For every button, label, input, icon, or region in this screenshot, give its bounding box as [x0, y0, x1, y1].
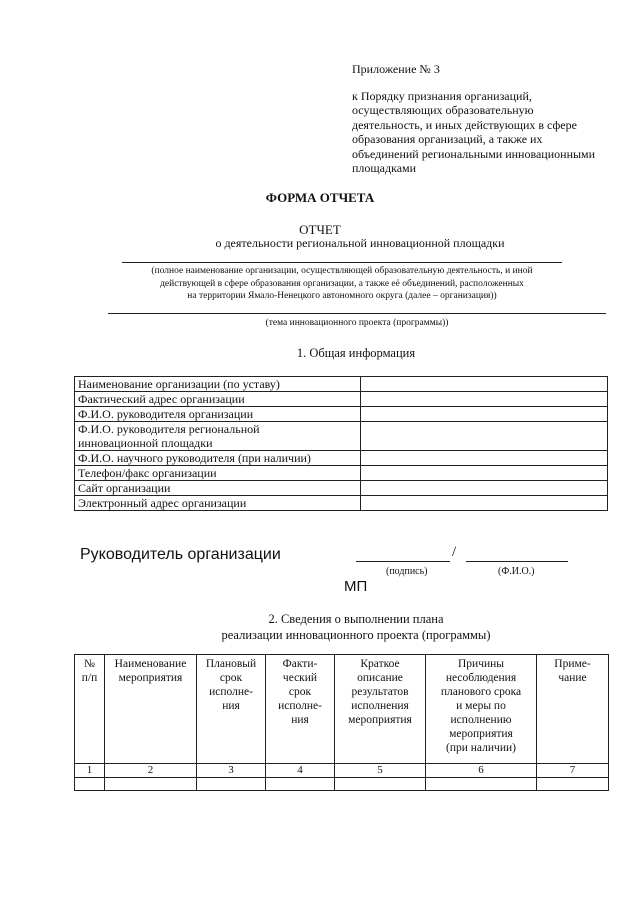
column-header-line: ческий: [282, 672, 318, 684]
info-label: Электронный адрес организации: [75, 496, 361, 511]
full-name-line[interactable]: [466, 561, 568, 562]
column-header-line: (при наличии): [446, 742, 516, 754]
info-value-cell[interactable]: [361, 392, 608, 407]
column-header-line: исполнения: [351, 700, 409, 712]
table-cell[interactable]: [335, 778, 426, 791]
table-row: [75, 778, 609, 791]
appendix-line: к Порядку признания организаций,: [352, 88, 532, 103]
column-header-line: ния: [291, 714, 309, 726]
appendix-title: Приложение № 3: [352, 62, 440, 76]
appendix-line: деятельность, и иных действующих в сфере: [352, 117, 577, 132]
table-cell[interactable]: [197, 778, 266, 791]
table-header-row: [75, 655, 609, 764]
column-number: 2: [105, 764, 197, 778]
table-row: [75, 392, 608, 407]
table-cell[interactable]: [266, 778, 335, 791]
column-header-line: №: [84, 658, 95, 670]
table-row: [75, 451, 608, 466]
table-row: [75, 466, 608, 481]
column-header-line: и меры по: [456, 700, 506, 712]
column-header-line: Наименование: [114, 658, 187, 670]
form-title: ФОРМА ОТЧЕТА: [265, 190, 375, 205]
signature-caption: (подпись): [386, 566, 428, 577]
column-header-line: Плановый: [205, 658, 257, 670]
column-number: 3: [197, 764, 266, 778]
column-number: 4: [266, 764, 335, 778]
appendix-block: [352, 62, 622, 176]
column-header: [266, 655, 335, 764]
column-number-row: [75, 764, 609, 778]
info-label: [75, 422, 361, 451]
column-header-line: Краткое: [360, 658, 400, 670]
column-header-line: мероприятия: [118, 672, 183, 684]
column-header-line: Факти-: [282, 658, 318, 670]
org-caption-line: действующей в сфере образования организации, а также её объединений, расположенных: [160, 278, 524, 289]
info-value-cell[interactable]: [361, 481, 608, 496]
signature-line[interactable]: [356, 561, 450, 562]
info-label: Фактический адрес организации: [75, 392, 361, 407]
info-label: Ф.И.О. руководителя организации: [75, 407, 361, 422]
column-header: [537, 655, 609, 764]
separator-slash: /: [452, 544, 457, 560]
column-header-line: мероприятия: [449, 728, 513, 740]
column-header: [105, 655, 197, 764]
table-row: [75, 377, 608, 392]
info-value-cell[interactable]: [361, 422, 608, 451]
table-cell[interactable]: [105, 778, 197, 791]
org-caption-line: (полное наименование организации, осуществляющей образовательную деятельность, и иной: [151, 266, 533, 276]
appendix-line: осуществляющих образовательную: [352, 103, 534, 117]
section2-title-line: 2. Сведения о выполнении плана: [268, 612, 444, 626]
info-value-cell[interactable]: [361, 496, 608, 511]
general-info-table: [74, 376, 608, 511]
table-row: [75, 422, 608, 451]
column-number: 7: [537, 764, 609, 778]
appendix-line: объединений региональными инновационными: [352, 146, 596, 161]
theme-caption: (тема инновационного проекта (программы)): [265, 318, 449, 328]
head-of-organization-label: Руководитель организации: [80, 546, 281, 563]
column-header-line: исполне-: [278, 700, 322, 712]
column-header-line: исполнению: [450, 714, 512, 726]
column-header: [426, 655, 537, 764]
column-header-line: несоблюдения: [445, 672, 517, 684]
report-subtitle: о деятельности региональной инновационной площадки: [215, 236, 505, 250]
org-caption-line: на территории Ямало-Ненецкого автономного округа (далее – организация)): [187, 291, 497, 301]
info-label-line: инновационной площадки: [78, 436, 213, 450]
column-header-line: срок: [288, 686, 312, 698]
table-row: [75, 481, 608, 496]
org-name-line[interactable]: [122, 262, 562, 263]
info-label: Сайт организации: [75, 481, 361, 496]
info-value-cell[interactable]: [361, 451, 608, 466]
table-cell[interactable]: [75, 778, 105, 791]
column-header-line: мероприятия: [348, 714, 412, 726]
column-header: [75, 655, 105, 764]
section1-title: 1. Общая информация: [296, 346, 416, 360]
column-header-line: исполне-: [209, 686, 253, 698]
column-header-line: ния: [222, 700, 240, 712]
org-caption: [100, 265, 584, 303]
theme-line[interactable]: [108, 313, 606, 314]
column-header-line: результатов: [351, 686, 409, 698]
info-value-cell[interactable]: [361, 377, 608, 392]
column-header: [197, 655, 266, 764]
full-name-caption: (Ф.И.О.): [498, 566, 535, 577]
report-title: ОТЧЕТ: [299, 222, 341, 237]
table-cell[interactable]: [426, 778, 537, 791]
column-number: 5: [335, 764, 426, 778]
column-header-line: планового срока: [440, 686, 522, 698]
stamp-label: МП: [344, 578, 368, 595]
info-value-cell[interactable]: [361, 466, 608, 481]
table-row: [75, 407, 608, 422]
column-header-line: описание: [357, 672, 403, 684]
appendix-line: площадками: [352, 161, 417, 175]
column-header-line: чание: [558, 672, 587, 684]
plan-execution-table: [74, 654, 609, 791]
section2-title-line: реализации инновационного проекта (программы): [221, 628, 491, 642]
info-label-line: Ф.И.О. руководителя региональной: [78, 422, 260, 436]
appendix-line: образования организаций, а также их: [352, 132, 543, 146]
info-value-cell[interactable]: [361, 407, 608, 422]
info-label: Ф.И.О. научного руководителя (при наличии): [75, 451, 361, 466]
column-header-line: срок: [219, 672, 243, 684]
info-label: Наименование организации (по уставу): [75, 377, 361, 392]
column-header: [335, 655, 426, 764]
column-number: 6: [426, 764, 537, 778]
column-header-line: Приме-: [554, 658, 591, 670]
column-number: 1: [75, 764, 105, 778]
info-label: Телефон/факс организации: [75, 466, 361, 481]
table-cell[interactable]: [537, 778, 609, 791]
column-header-line: п/п: [81, 672, 98, 684]
section2-title: [0, 611, 640, 643]
column-header-line: Причины: [457, 658, 505, 670]
table-row: [75, 496, 608, 511]
